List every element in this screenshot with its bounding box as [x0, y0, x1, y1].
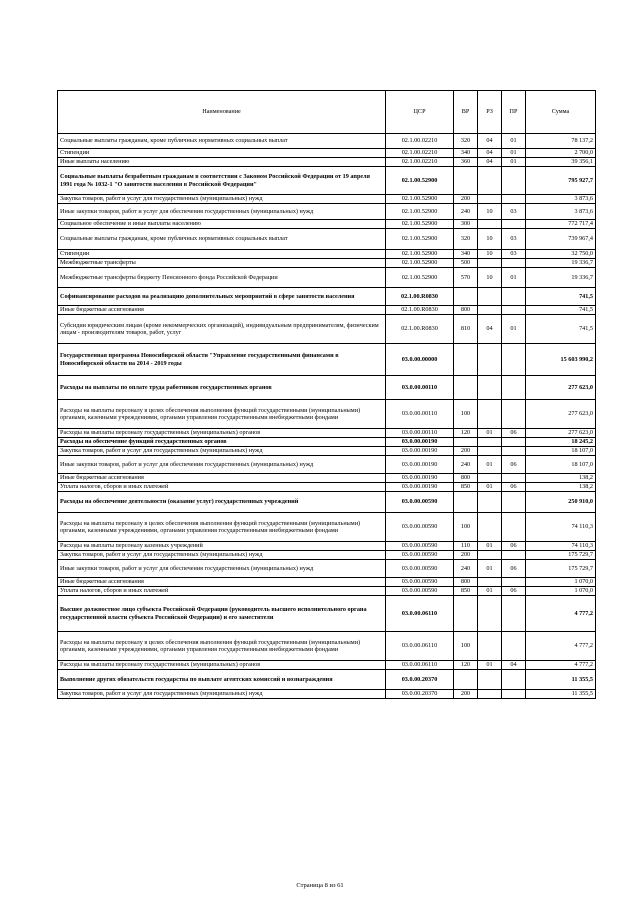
- cell-name: Расходы на выплаты персоналу казенных учреждений: [58, 542, 386, 551]
- cell-pr: [502, 195, 526, 204]
- table-row: [58, 204, 596, 220]
- cell-vr: [454, 288, 478, 306]
- cell-sum: 772 717,4: [526, 220, 596, 229]
- cell-csr: 02.1.00.R0830: [386, 315, 454, 344]
- cell-pr: [502, 288, 526, 306]
- cell-vr: 850: [454, 483, 478, 492]
- table-row: [58, 587, 596, 596]
- cell-vr: [454, 376, 478, 400]
- cell-sum: 175 729,7: [526, 551, 596, 560]
- cell-name: Иные закупки товаров, работ и услуг для обеспечения государственных (муниципальных) нужд: [58, 560, 386, 578]
- cell-csr: 03.0.00.00590: [386, 492, 454, 513]
- cell-name: Социальное обеспечение и иные выплаты населению: [58, 220, 386, 229]
- cell-pr: [502, 376, 526, 400]
- table-row: [58, 438, 596, 447]
- cell-rz: [478, 690, 502, 699]
- cell-csr: 03.0.00.00590: [386, 587, 454, 596]
- cell-csr: 03.0.00.00590: [386, 513, 454, 542]
- table-row: [58, 250, 596, 259]
- cell-pr: [502, 474, 526, 483]
- cell-csr: 02.1.00.52900: [386, 220, 454, 229]
- cell-rz: [478, 578, 502, 587]
- cell-vr: 360: [454, 158, 478, 167]
- cell-sum: 74 110,3: [526, 513, 596, 542]
- cell-rz: [478, 438, 502, 447]
- cell-pr: 03: [502, 229, 526, 250]
- cell-rz: [478, 551, 502, 560]
- cell-vr: 240: [454, 456, 478, 474]
- cell-csr: 03.0.00.00590: [386, 551, 454, 560]
- cell-pr: [502, 167, 526, 195]
- cell-pr: 06: [502, 456, 526, 474]
- cell-rz: [478, 259, 502, 268]
- cell-rz: [478, 195, 502, 204]
- cell-csr: 02.1.00.02210: [386, 134, 454, 149]
- cell-name: Иные бюджетные ассигнования: [58, 578, 386, 587]
- cell-csr: 03.0.00.00110: [386, 376, 454, 400]
- cell-pr: [502, 306, 526, 315]
- table-row: [58, 400, 596, 429]
- cell-pr: [502, 551, 526, 560]
- cell-sum: 741,5: [526, 306, 596, 315]
- cell-sum: 741,5: [526, 315, 596, 344]
- table-row: [58, 344, 596, 376]
- cell-rz: [478, 306, 502, 315]
- cell-sum: 18 107,0: [526, 447, 596, 456]
- cell-sum: 175 729,7: [526, 560, 596, 578]
- table-header-row: [58, 91, 596, 134]
- cell-vr: [454, 670, 478, 690]
- cell-sum: 19 336,7: [526, 259, 596, 268]
- cell-pr: 01: [502, 149, 526, 158]
- cell-rz: [478, 220, 502, 229]
- cell-name: Социальные выплаты гражданам, кроме публичных нормативных социальных выплат: [58, 134, 386, 149]
- cell-name: Субсидии юридическим лицам (кроме некоммерческих организаций), индивидуальным предпринимателям, физическим лицам - производителям товаров, работ, услуг: [58, 315, 386, 344]
- cell-name: Стипендии: [58, 250, 386, 259]
- cell-rz: 10: [478, 229, 502, 250]
- cell-pr: 03: [502, 250, 526, 259]
- cell-name: Расходы на выплаты персоналу в целях обеспечения выполнения функций государственными (муниципальными) органами, казенными учреждениями, органами управления государственными внебюджетными фондами: [58, 513, 386, 542]
- cell-rz: 10: [478, 204, 502, 220]
- cell-rz: [478, 596, 502, 632]
- cell-csr: 02.1.00.52900: [386, 204, 454, 220]
- cell-pr: [502, 492, 526, 513]
- cell-vr: 110: [454, 542, 478, 551]
- cell-name: Закупка товаров, работ и услуг для государственных (муниципальных) нужд: [58, 195, 386, 204]
- cell-pr: [502, 447, 526, 456]
- cell-vr: 240: [454, 560, 478, 578]
- cell-sum: 4 777,2: [526, 661, 596, 670]
- cell-csr: 02.1.00.52900: [386, 195, 454, 204]
- cell-pr: [502, 578, 526, 587]
- cell-pr: [502, 513, 526, 542]
- cell-vr: 200: [454, 195, 478, 204]
- cell-sum: 3 873,6: [526, 204, 596, 220]
- cell-sum: 3 873,6: [526, 195, 596, 204]
- cell-name: Закупка товаров, работ и услуг для государственных (муниципальных) нужд: [58, 690, 386, 699]
- table-row: [58, 670, 596, 690]
- cell-rz: [478, 492, 502, 513]
- cell-rz: 10: [478, 268, 502, 288]
- cell-csr: 03.0.00.06110: [386, 596, 454, 632]
- header-rz: РЗ: [478, 91, 502, 134]
- cell-sum: 18 107,0: [526, 456, 596, 474]
- table-row: [58, 306, 596, 315]
- cell-rz: [478, 344, 502, 376]
- table-body: [58, 134, 596, 699]
- table-row: [58, 632, 596, 661]
- cell-rz: [478, 400, 502, 429]
- cell-pr: [502, 220, 526, 229]
- cell-sum: 250 910,0: [526, 492, 596, 513]
- cell-vr: 120: [454, 661, 478, 670]
- table-row: [58, 288, 596, 306]
- cell-vr: 300: [454, 220, 478, 229]
- cell-rz: 01: [478, 429, 502, 438]
- cell-csr: 03.0.00.00190: [386, 456, 454, 474]
- header-pr: ПР: [502, 91, 526, 134]
- cell-name: Социальные выплаты гражданам, кроме публичных нормативных социальных выплат: [58, 229, 386, 250]
- cell-sum: 1 070,0: [526, 578, 596, 587]
- header-name: Наименование: [58, 91, 386, 134]
- cell-sum: 2 700,0: [526, 149, 596, 158]
- table-row: [58, 134, 596, 149]
- cell-pr: 01: [502, 134, 526, 149]
- cell-pr: 04: [502, 661, 526, 670]
- cell-rz: 04: [478, 315, 502, 344]
- cell-sum: 4 777,2: [526, 596, 596, 632]
- cell-vr: 500: [454, 259, 478, 268]
- table-row: [58, 229, 596, 250]
- table-row: [58, 158, 596, 167]
- cell-vr: [454, 492, 478, 513]
- cell-name: Межбюджетные трансферты бюджету Пенсионного фонда Российской Федерации: [58, 268, 386, 288]
- cell-csr: 02.1.00.R0830: [386, 306, 454, 315]
- cell-name: Софинансирование расходов на реализацию дополнительных мероприятий в сфере занятости населения: [58, 288, 386, 306]
- cell-pr: [502, 344, 526, 376]
- cell-vr: 810: [454, 315, 478, 344]
- cell-vr: 240: [454, 204, 478, 220]
- table-row: [58, 259, 596, 268]
- cell-name: Иные бюджетные ассигнования: [58, 306, 386, 315]
- cell-csr: 03.0.00.20370: [386, 690, 454, 699]
- cell-name: Закупка товаров, работ и услуг для государственных (муниципальных) нужд: [58, 447, 386, 456]
- cell-pr: 06: [502, 542, 526, 551]
- cell-vr: 200: [454, 551, 478, 560]
- cell-pr: 06: [502, 429, 526, 438]
- cell-pr: [502, 690, 526, 699]
- cell-name: Иные закупки товаров, работ и услуг для обеспечения государственных (муниципальных) нужд: [58, 456, 386, 474]
- cell-vr: 800: [454, 474, 478, 483]
- cell-rz: 10: [478, 250, 502, 259]
- cell-pr: 06: [502, 483, 526, 492]
- cell-sum: 138,2: [526, 474, 596, 483]
- header-sum: Сумма: [526, 91, 596, 134]
- cell-vr: 800: [454, 306, 478, 315]
- cell-vr: 200: [454, 447, 478, 456]
- cell-csr: 03.0.00.00190: [386, 483, 454, 492]
- cell-name: Высшее должностное лицо субъекта Российской Федерации (руководитель высшего исполнительного органа государственной власти субъекта Российской Федерации) и его заместители: [58, 596, 386, 632]
- cell-rz: [478, 670, 502, 690]
- table-row: [58, 474, 596, 483]
- cell-rz: 01: [478, 661, 502, 670]
- table-row: [58, 596, 596, 632]
- cell-csr: 03.0.00.20370: [386, 670, 454, 690]
- cell-name: Государственная программа Новосибирской области "Управление государственными финансами в Новосибирской области на 2014 - 2019 годы: [58, 344, 386, 376]
- cell-vr: 120: [454, 429, 478, 438]
- cell-name: Закупка товаров, работ и услуг для государственных (муниципальных) нужд: [58, 551, 386, 560]
- cell-rz: [478, 513, 502, 542]
- cell-sum: 19 336,7: [526, 268, 596, 288]
- cell-csr: 03.0.00.00190: [386, 447, 454, 456]
- cell-rz: 04: [478, 158, 502, 167]
- cell-name: Стипендии: [58, 149, 386, 158]
- cell-name: Расходы на выплаты по оплате труда работников государственных органов: [58, 376, 386, 400]
- cell-vr: 200: [454, 690, 478, 699]
- cell-pr: 06: [502, 587, 526, 596]
- cell-pr: 01: [502, 158, 526, 167]
- table-row: [58, 578, 596, 587]
- cell-sum: 741,5: [526, 288, 596, 306]
- table-row: [58, 195, 596, 204]
- cell-pr: [502, 400, 526, 429]
- table-row: [58, 492, 596, 513]
- cell-name: Социальные выплаты безработным гражданам в соответствии с Законом Российской Федерации от 19 апреля 1991 года № 1032-1 "О занятости населения в Российской Федерации": [58, 167, 386, 195]
- table-row: [58, 483, 596, 492]
- cell-sum: 277 623,0: [526, 400, 596, 429]
- cell-csr: 02.1.00.02210: [386, 158, 454, 167]
- cell-name: Расходы на обеспечение функций государственных органов: [58, 438, 386, 447]
- cell-sum: 4 777,2: [526, 632, 596, 661]
- cell-rz: [478, 376, 502, 400]
- cell-sum: 277 623,0: [526, 429, 596, 438]
- cell-sum: 739 967,4: [526, 229, 596, 250]
- table-row: [58, 447, 596, 456]
- cell-name: Иные бюджетные ассигнования: [58, 474, 386, 483]
- cell-sum: 11 355,5: [526, 690, 596, 699]
- cell-rz: 01: [478, 456, 502, 474]
- cell-pr: 01: [502, 315, 526, 344]
- table-row: [58, 551, 596, 560]
- cell-pr: [502, 259, 526, 268]
- cell-pr: 03: [502, 204, 526, 220]
- cell-csr: 02.1.00.52900: [386, 268, 454, 288]
- cell-vr: 100: [454, 400, 478, 429]
- cell-csr: 02.1.00.52900: [386, 250, 454, 259]
- cell-rz: 01: [478, 542, 502, 551]
- cell-csr: 02.1.00.52900: [386, 229, 454, 250]
- cell-csr: 02.1.00.R0830: [386, 288, 454, 306]
- cell-sum: 15 603 990,2: [526, 344, 596, 376]
- cell-vr: [454, 344, 478, 376]
- cell-vr: [454, 438, 478, 447]
- cell-csr: 03.0.00.00190: [386, 474, 454, 483]
- cell-name: Расходы на выплаты персоналу в целях обеспечения выполнения функций государственными (муниципальными) органами, казенными учреждениями, органами управления государственными внебюджетными фондами: [58, 400, 386, 429]
- cell-pr: [502, 596, 526, 632]
- cell-csr: 03.0.00.06110: [386, 632, 454, 661]
- table-row: [58, 456, 596, 474]
- cell-sum: 74 110,3: [526, 542, 596, 551]
- cell-name: Расходы на выплаты персоналу государственных (муниципальных) органов: [58, 429, 386, 438]
- cell-csr: 03.0.00.00590: [386, 560, 454, 578]
- cell-vr: 570: [454, 268, 478, 288]
- cell-vr: 800: [454, 578, 478, 587]
- cell-vr: 850: [454, 587, 478, 596]
- table-row: [58, 268, 596, 288]
- cell-rz: [478, 474, 502, 483]
- cell-rz: [478, 447, 502, 456]
- table-row: [58, 429, 596, 438]
- cell-pr: [502, 438, 526, 447]
- cell-vr: [454, 167, 478, 195]
- table-row: [58, 376, 596, 400]
- cell-rz: 04: [478, 149, 502, 158]
- cell-pr: [502, 670, 526, 690]
- cell-name: Расходы на выплаты персоналу в целях обеспечения выполнения функций государственными (муниципальными) органами, казенными учреждениями, органами управления государственными внебюджетными фондами: [58, 632, 386, 661]
- cell-sum: 1 070,0: [526, 587, 596, 596]
- cell-name: Иные закупки товаров, работ и услуг для обеспечения государственных (муниципальных) нужд: [58, 204, 386, 220]
- cell-csr: 03.0.00.00000: [386, 344, 454, 376]
- cell-name: Расходы на обеспечение деятельности (оказание услуг) государственных учреждений: [58, 492, 386, 513]
- table-row: [58, 513, 596, 542]
- cell-name: Уплата налогов, сборов и иных платежей: [58, 587, 386, 596]
- header-csr: ЦСР: [386, 91, 454, 134]
- cell-vr: 100: [454, 513, 478, 542]
- cell-rz: 04: [478, 134, 502, 149]
- cell-sum: 795 927,7: [526, 167, 596, 195]
- header-vr: ВР: [454, 91, 478, 134]
- cell-rz: 01: [478, 587, 502, 596]
- table-row: [58, 690, 596, 699]
- cell-pr: 01: [502, 268, 526, 288]
- cell-csr: 02.1.00.02210: [386, 149, 454, 158]
- cell-csr: 03.0.00.00110: [386, 429, 454, 438]
- table-row: [58, 315, 596, 344]
- cell-vr: 320: [454, 134, 478, 149]
- cell-rz: [478, 288, 502, 306]
- table-row: [58, 542, 596, 551]
- table-row: [58, 220, 596, 229]
- cell-name: Выполнение других обязательств государства по выплате агентских комиссий и вознаграждения: [58, 670, 386, 690]
- cell-pr: 06: [502, 560, 526, 578]
- cell-csr: 03.0.00.00110: [386, 400, 454, 429]
- cell-csr: 03.0.00.00190: [386, 438, 454, 447]
- table-row: [58, 149, 596, 158]
- cell-sum: 78 137,2: [526, 134, 596, 149]
- cell-csr: 03.0.00.00590: [386, 542, 454, 551]
- cell-vr: 340: [454, 149, 478, 158]
- cell-rz: 01: [478, 560, 502, 578]
- cell-rz: 01: [478, 483, 502, 492]
- cell-csr: 03.0.00.00590: [386, 578, 454, 587]
- cell-sum: 32 750,0: [526, 250, 596, 259]
- cell-sum: 39 356,1: [526, 158, 596, 167]
- cell-csr: 03.0.00.06110: [386, 661, 454, 670]
- cell-sum: 138,2: [526, 483, 596, 492]
- cell-pr: [502, 632, 526, 661]
- cell-vr: 100: [454, 632, 478, 661]
- cell-vr: 320: [454, 229, 478, 250]
- cell-sum: 277 623,0: [526, 376, 596, 400]
- cell-csr: 02.1.00.52900: [386, 259, 454, 268]
- cell-name: Межбюджетные трансферты: [58, 259, 386, 268]
- cell-sum: 18 245,2: [526, 438, 596, 447]
- cell-rz: [478, 632, 502, 661]
- table-row: [58, 661, 596, 670]
- cell-name: Расходы на выплаты персоналу государственных (муниципальных) органов: [58, 661, 386, 670]
- cell-rz: [478, 167, 502, 195]
- cell-name: Иные выплаты населению: [58, 158, 386, 167]
- cell-vr: [454, 596, 478, 632]
- budget-table: [57, 90, 596, 699]
- table-row: [58, 167, 596, 195]
- page-number: Страница 8 из 61: [296, 882, 344, 889]
- cell-name: Уплата налогов, сборов и иных платежей: [58, 483, 386, 492]
- cell-vr: 340: [454, 250, 478, 259]
- cell-sum: 11 355,5: [526, 670, 596, 690]
- cell-csr: 02.1.00.52900: [386, 167, 454, 195]
- table-row: [58, 560, 596, 578]
